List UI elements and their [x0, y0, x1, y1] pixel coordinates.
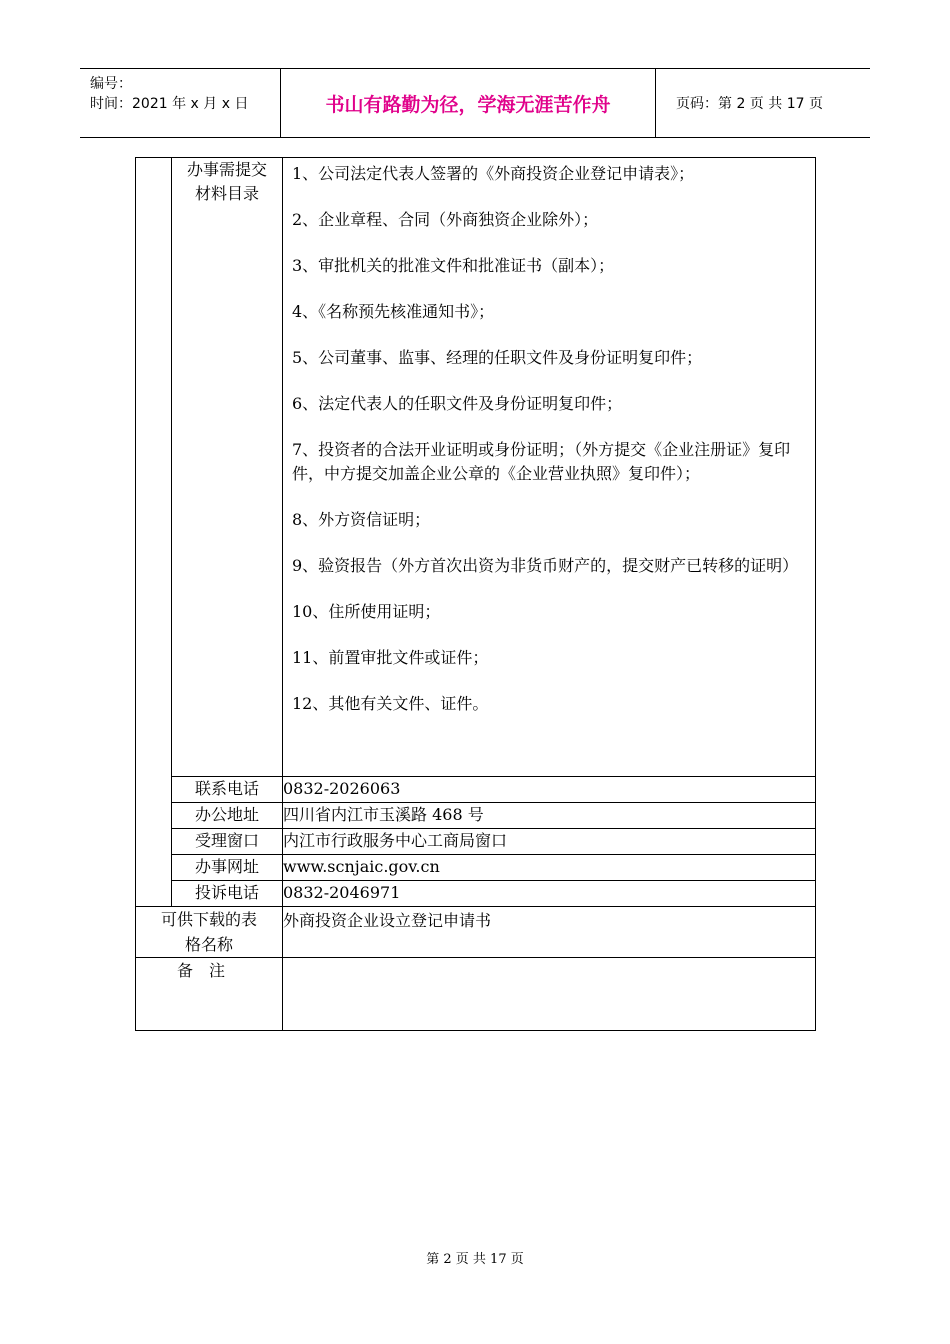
material-item: 3、审批机关的批准文件和批准证书（副本）；: [292, 256, 615, 275]
website-label: 办事网址: [172, 855, 283, 881]
header-motto: 书山有路勤为径，学海无涯苦作舟: [281, 69, 656, 137]
download-form-value: 外商投资企业设立登记申请书: [283, 907, 816, 958]
complaint-phone-value: 0832-2046971: [283, 881, 816, 907]
header-page-text: 页码：第 2 页 共 17 页: [676, 96, 823, 112]
complaint-phone-label: 投诉电话: [172, 881, 283, 907]
materials-label: 办事需提交材料目录: [187, 160, 268, 203]
contact-phone-row: [136, 777, 816, 803]
download-row: [136, 907, 816, 958]
download-label: 可供下载的表格名称: [160, 910, 257, 954]
material-item: 5、公司董事、监事、经理的任职文件及身份证明复印件；: [292, 348, 703, 367]
header-page-info: [666, 69, 866, 137]
page-header: [80, 68, 870, 138]
website-row: [136, 855, 816, 881]
office-address-label: 办公地址: [172, 803, 283, 829]
materials-row: [136, 158, 816, 777]
contact-phone-label: 联系电话: [172, 777, 283, 803]
material-item: 11、前置审批文件或证件；: [292, 648, 489, 667]
download-label-cell: [136, 907, 283, 958]
window-row: [136, 829, 816, 855]
requirements-table: [135, 157, 816, 1031]
material-item: 6、法定代表人的任职文件及身份证明复印件；: [292, 394, 623, 413]
document-date: 时间：2021 年 x 月 x 日: [90, 96, 249, 112]
website-value[interactable]: www.scnjaic.gov.cn: [283, 855, 816, 881]
note-label: 备注: [176, 961, 241, 980]
material-item: 7、投资者的合法开业证明或身份证明；（外方提交《企业注册证》复印件，中方提交加盖企业公章的《企业营业执照》复印件）；: [292, 440, 791, 483]
complaint-phone-row: [136, 881, 816, 907]
side-column: [136, 158, 172, 907]
materials-cell: [283, 158, 816, 777]
office-address-value: 四川省内江市玉溪路 468 号: [283, 803, 816, 829]
materials-label-cell: [172, 158, 283, 777]
material-item: 1、公司法定代表人签署的《外商投资企业登记申请表》；: [292, 164, 695, 183]
material-item: 10、住所使用证明；: [292, 602, 441, 621]
office-address-row: [136, 803, 816, 829]
header-meta: [80, 69, 281, 137]
window-value: 内江市行政服务中心工商局窗口: [283, 829, 816, 855]
page-footer: 第 2 页 共 17 页: [426, 1252, 524, 1267]
material-item: 2、企业章程、合同（外商独资企业除外）；: [292, 210, 599, 229]
note-label-cell: [136, 958, 283, 1031]
materials-list: [283, 158, 815, 716]
contact-phone-value: 0832-2026063: [283, 777, 816, 803]
note-row: [136, 958, 816, 1031]
material-item: 8、外方资信证明；: [292, 510, 431, 529]
material-item: 12、其他有关文件、证件。: [292, 694, 489, 713]
material-item: 4、《名称预先核准通知书》；: [292, 302, 495, 321]
document-number: 编号：: [90, 76, 132, 92]
note-value: [283, 958, 816, 1031]
material-item: 9、验资报告（外方首次出资为非货币财产的，提交财产已转移的证明）: [292, 556, 799, 575]
window-label: 受理窗口: [172, 829, 283, 855]
